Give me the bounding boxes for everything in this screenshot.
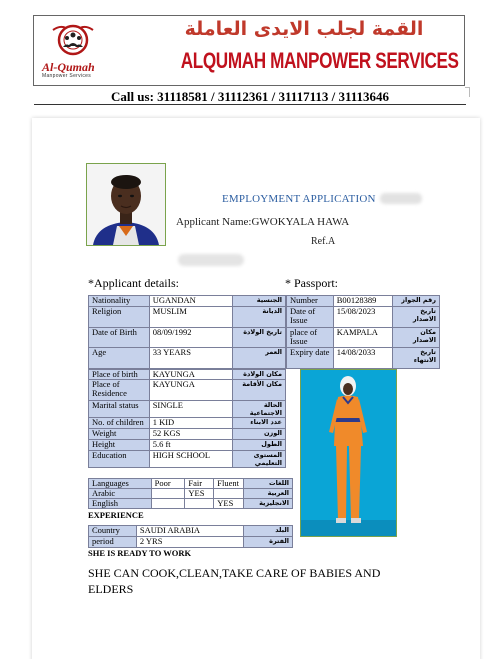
table-row [89, 418, 286, 429]
reference-label: Ref.A [311, 236, 336, 247]
row-arabic-label: البلد [244, 526, 293, 537]
cell-fair: YES [185, 489, 214, 499]
table-row [89, 451, 286, 468]
row-arabic-label: تاريخ الولادة [233, 328, 286, 348]
logo-text: Al-Qumah [42, 60, 95, 74]
row-arabic-label: عدد الابناء [233, 418, 286, 429]
row-arabic-label: الجنسية [233, 296, 286, 307]
cell-fluent: YES [214, 499, 244, 509]
redacted-field [380, 193, 422, 204]
table-row [89, 489, 293, 499]
row-value: UGANDAN [149, 296, 233, 307]
row-arabic-label: العمر [233, 348, 286, 369]
ready-to-work-note: SHE IS READY TO WORK [88, 548, 192, 558]
table-row [89, 429, 286, 440]
row-label: Place of birth [89, 370, 150, 380]
row-value: KAYUNGA [149, 370, 232, 380]
applicant-details-table-top [88, 295, 286, 369]
form-title: EMPLOYMENT APPLICATION [222, 193, 376, 205]
row-value: 14/08/2033 [333, 348, 393, 369]
skills-statement: SHE CAN COOK,CLEAN,TAKE CARE OF BABIES AND ELDERS [88, 566, 381, 596]
row-arabic-label: الوزن [233, 429, 286, 440]
page-corner-mark [465, 87, 470, 97]
row-label: period [89, 537, 137, 548]
row-value: 2 YRS [136, 537, 243, 548]
row-value: B00128389 [333, 296, 393, 307]
row-value: 5.6 ft [149, 440, 232, 451]
row-label: Arabic [89, 489, 152, 499]
table-row [89, 537, 293, 548]
row-arabic-label: مكان الاصدار [393, 328, 440, 348]
row-value: SINGLE [149, 401, 232, 418]
cell-poor [151, 489, 185, 499]
row-label: Place of Residence [89, 380, 150, 401]
applicant-details-table-bottom [88, 369, 286, 468]
table-row [89, 296, 286, 307]
row-value: KAYUNGA [149, 380, 232, 401]
row-arabic-label: العربية [244, 489, 293, 499]
header-banner [33, 15, 465, 86]
cell-poor [151, 499, 185, 509]
row-label: Nationality [89, 296, 150, 307]
row-value: MUSLIM [149, 307, 233, 328]
row-arabic-label: الانجليزية [244, 499, 293, 509]
passport-table [286, 295, 440, 369]
row-label: Religion [89, 307, 150, 328]
company-name-arabic: القمة لجلب الايدى العاملة [184, 18, 424, 40]
languages-table [88, 478, 293, 509]
row-value: 52 KGS [149, 429, 232, 440]
row-label: English [89, 499, 152, 509]
row-arabic-label: مكان الولادة [233, 370, 286, 380]
row-arabic-label: الطول [233, 440, 286, 451]
table-row [287, 328, 440, 348]
call-us-line: Call us: 31118581 / 31112361 / 31117113 / 31113646 [110, 89, 390, 104]
table-row [287, 296, 440, 307]
row-label: place of Issue [287, 328, 334, 348]
row-arabic-label: اللغات [244, 479, 293, 489]
table-row [89, 348, 286, 369]
experience-heading: EXPERIENCE [88, 510, 144, 520]
row-value: 15/08/2023 [333, 307, 393, 328]
table-row [89, 307, 286, 328]
company-logo-icon [48, 24, 98, 62]
row-arabic-label: الحالة الاجتماعية [233, 401, 286, 418]
applicant-name: Applicant Name:GWOKYALA HAWA [176, 216, 350, 228]
col-fluent: Fluent [214, 479, 244, 489]
table-row [287, 348, 440, 369]
redacted-field [178, 254, 244, 266]
logo-subtext: Manpower Services [42, 73, 92, 79]
row-label: Number [287, 296, 334, 307]
table-row [287, 307, 440, 328]
row-value: KAMPALA [333, 328, 393, 348]
row-value: 33 YEARS [149, 348, 233, 369]
table-row [89, 380, 286, 401]
row-label: No. of children [89, 418, 150, 429]
row-arabic-label: الديانة [233, 307, 286, 328]
table-row [89, 440, 286, 451]
company-name: ALQUMAH MANPOWER SERVICES [180, 48, 459, 73]
row-value: 08/09/1992 [149, 328, 233, 348]
applicant-section-heading: *Applicant details: [88, 276, 179, 290]
row-arabic-label: تاريخ الاصدار [393, 307, 440, 328]
row-label: Languages [89, 479, 152, 489]
table-row [89, 370, 286, 380]
row-label: Date of Birth [89, 328, 150, 348]
table-row [89, 526, 293, 537]
experience-table [88, 525, 293, 548]
row-label: Education [89, 451, 150, 468]
applicant-full-body-photo [300, 369, 397, 537]
col-poor: Poor [151, 479, 185, 489]
table-row [89, 479, 293, 489]
row-label: Marital status [89, 401, 150, 418]
row-arabic-label: مكان الأقامة [233, 380, 286, 401]
cell-fluent [214, 489, 244, 499]
row-value: 1 KID [149, 418, 232, 429]
row-label: Country [89, 526, 137, 537]
header-divider [34, 104, 466, 105]
row-arabic-label: الفترة [244, 537, 293, 548]
row-arabic-label: المستوى التعليمي [233, 451, 286, 468]
applicant-portrait-photo [86, 163, 166, 246]
row-arabic-label: رقم الجواز [393, 296, 440, 307]
row-label: Expiry date [287, 348, 334, 369]
cell-fair [185, 499, 214, 509]
table-row [89, 499, 293, 509]
table-row [89, 401, 286, 418]
passport-section-heading: * Passport: [285, 276, 339, 290]
row-arabic-label: تاريخ الانتهاء [393, 348, 440, 369]
col-fair: Fair [185, 479, 214, 489]
row-label: Age [89, 348, 150, 369]
row-label: Date of Issue [287, 307, 334, 328]
row-label: Weight [89, 429, 150, 440]
row-value: HIGH SCHOOL [149, 451, 232, 468]
table-row [89, 328, 286, 348]
row-label: Height [89, 440, 150, 451]
row-value: SAUDI ARABIA [136, 526, 243, 537]
